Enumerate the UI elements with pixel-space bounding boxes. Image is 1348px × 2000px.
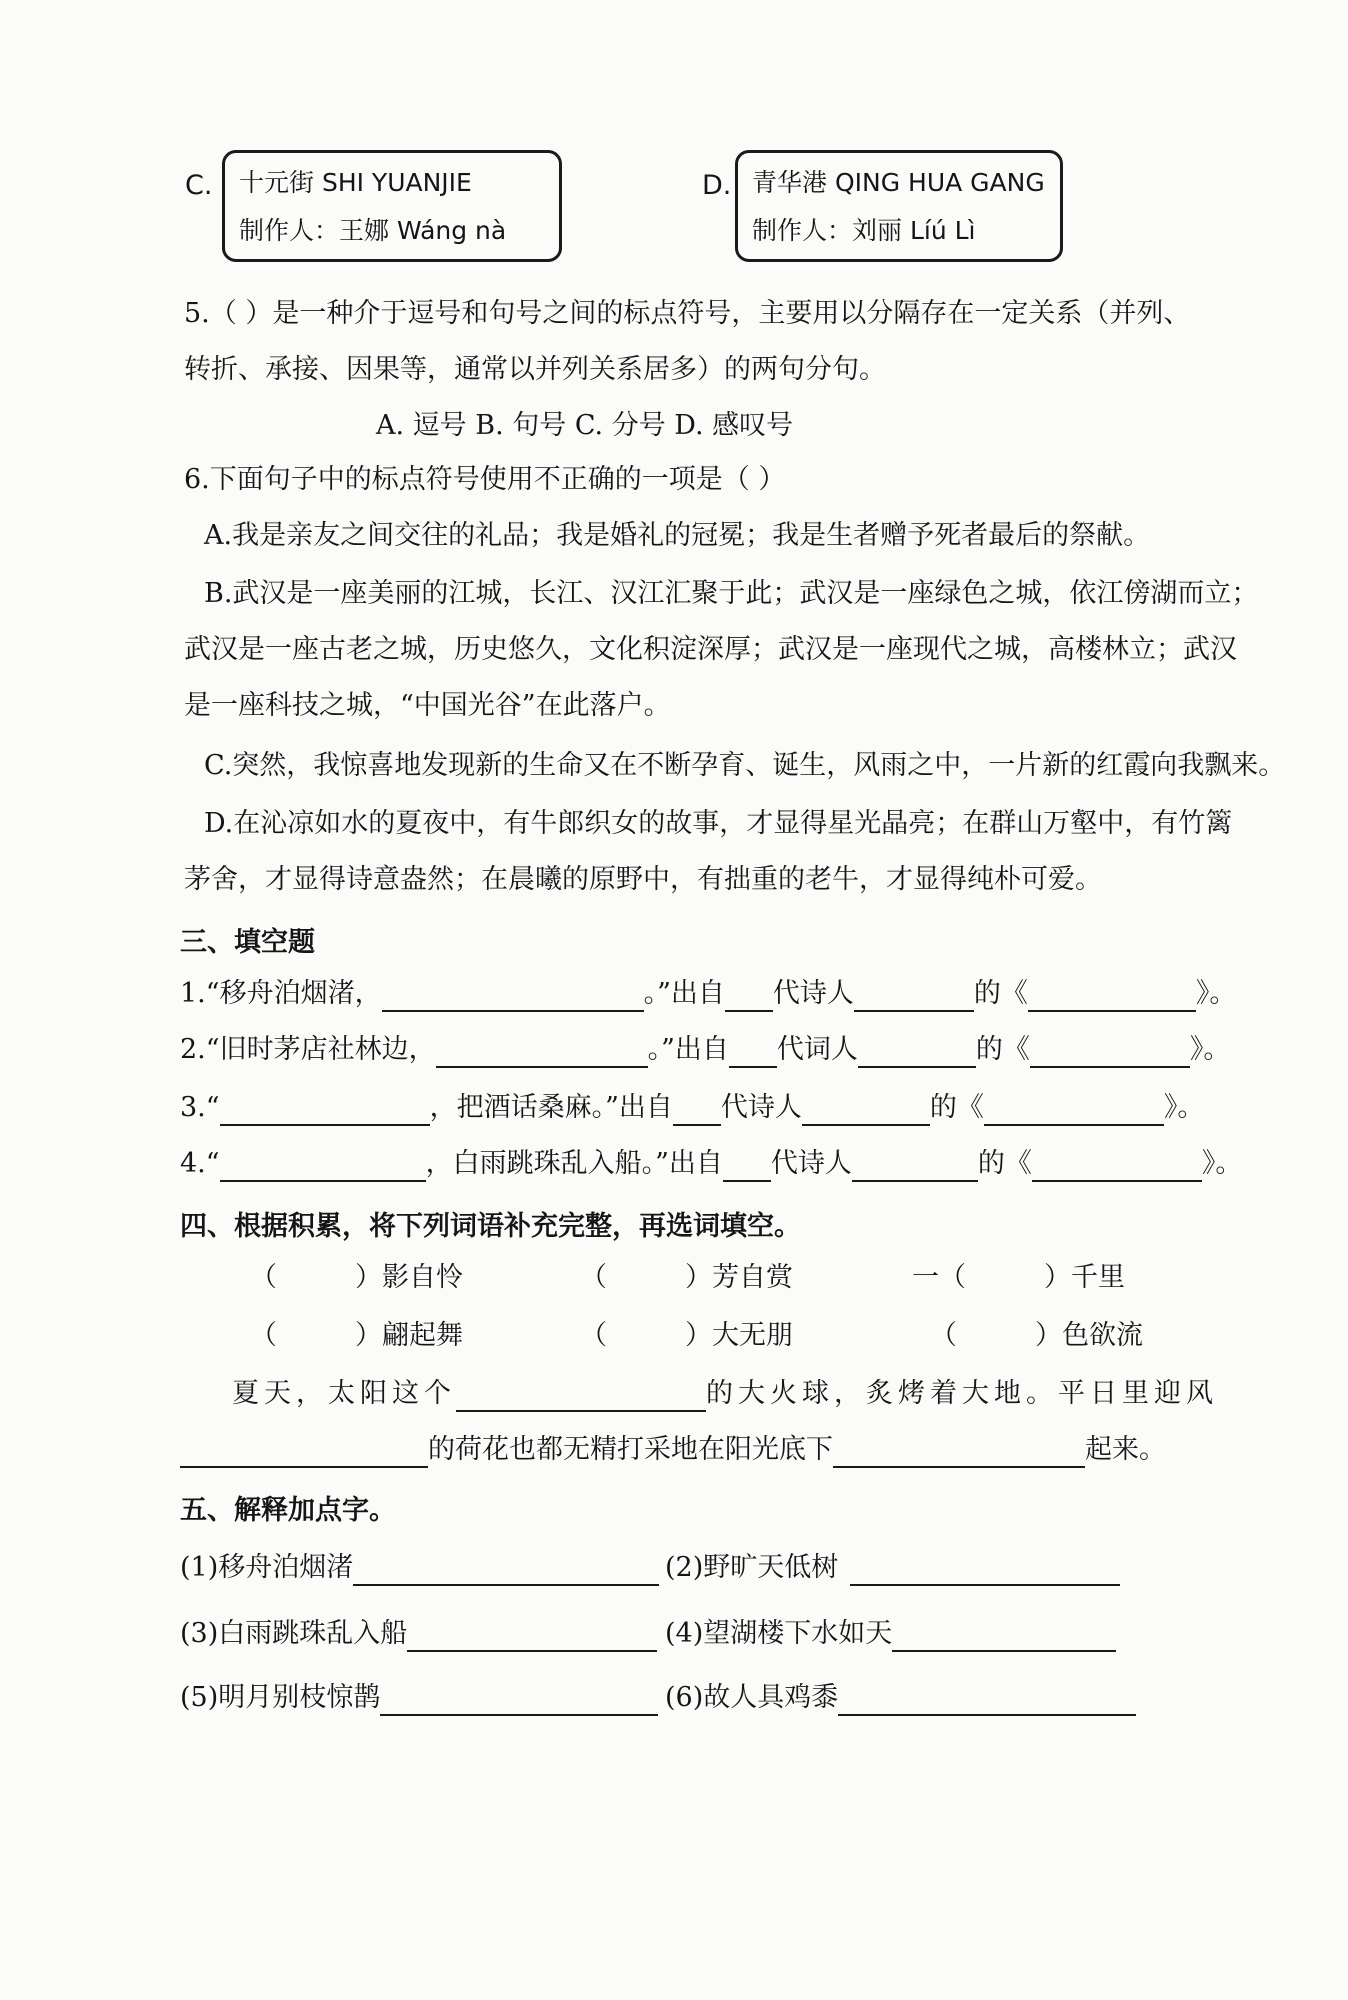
fill-2-mid3: 的《 [975, 1034, 1030, 1065]
fill-line-4 [180, 1146, 1242, 1182]
option-d-label: D. [702, 170, 732, 201]
fill-4-mid3: 的《 [977, 1148, 1032, 1179]
blank-4d[interactable] [1032, 1150, 1202, 1182]
para-blank-3[interactable] [833, 1436, 1085, 1468]
explain-3-text: (3)白雨跳珠乱入船 [180, 1618, 408, 1649]
word-4-text: ）翩起舞 [355, 1320, 463, 1351]
q6-option-d-line1: D.在沁凉如水的夏夜中，有牛郎织女的故事，才显得星光晶亮；在群山万壑中，有竹篱 [204, 808, 1233, 839]
q6-option-a: A.我是亲友之间交往的礼品；我是婚礼的冠冕；我是生者赠予死者最后的祭献。 [204, 520, 1151, 551]
word-2-text: ）芳自赏 [685, 1262, 793, 1293]
fill-1-mid1: 。”出自 [643, 978, 725, 1009]
fill-line-2 [180, 1032, 1230, 1068]
blank-2a[interactable] [436, 1036, 648, 1068]
para-1a: 夏天，太阳这个 [232, 1378, 456, 1409]
blank-1d[interactable] [1028, 980, 1196, 1012]
word-5 [580, 1318, 793, 1354]
explain-item-6 [665, 1680, 1136, 1716]
explain-1-blank[interactable] [353, 1554, 659, 1586]
sign-c-line1: 十元街 SHI YUANJIE [239, 168, 472, 197]
section5-title: 五、解释加点字。 [180, 1495, 396, 1526]
fill-3-end: 》。 [1163, 1092, 1205, 1123]
fill-3-mid2: 代诗人 [720, 1092, 802, 1123]
blank-3d[interactable] [984, 1094, 1164, 1126]
q5-line1: 5.（ ）是一种介于逗号和句号之间的标点符号，主要用以分隔存在一定关系（并列、 [184, 298, 1191, 329]
sign-d [735, 150, 1063, 262]
q5-options: A. 逗号 B. 句号 C. 分号 D. 感叹号 [376, 410, 794, 441]
blank-2d[interactable] [1030, 1036, 1190, 1068]
fill-2-prefix: 2.“旧时茅店社林边， [180, 1034, 436, 1065]
word-1-text: ）影自怜 [355, 1262, 463, 1293]
q6-stem: 6.下面句子中的标点符号使用不正确的一项是（ ） [184, 464, 786, 495]
q5-line2: 转折、承接、因果等，通常以并列关系居多）的两句分句。 [184, 354, 886, 385]
blank-4c[interactable] [852, 1150, 978, 1182]
fill-1-prefix: 1.“移舟泊烟渚， [180, 978, 382, 1009]
sign-d-line2: 制作人：刘丽 Líú Lì [752, 216, 976, 245]
blank-1a[interactable] [382, 980, 644, 1012]
word-5-text: ）大无朋 [685, 1320, 793, 1351]
fill-line-1 [180, 976, 1236, 1012]
explain-5-blank[interactable] [380, 1684, 658, 1716]
explain-item-4 [665, 1616, 1116, 1652]
blank-2b[interactable] [729, 1036, 777, 1068]
fill-1-mid2: 代诗人 [772, 978, 854, 1009]
fill-2-end: 》。 [1189, 1034, 1231, 1065]
fill-3-mid3: 的《 [929, 1092, 984, 1123]
para-1b: 的大火球，炙烤着大地。平日里迎风 [706, 1378, 1218, 1409]
para-line-1 [232, 1376, 1218, 1412]
word-3-open: 一（ [912, 1262, 966, 1293]
fill-4-prefix: 4.“ [180, 1148, 220, 1179]
blank-3c[interactable] [802, 1094, 930, 1126]
word-2-open: （ [580, 1262, 607, 1293]
explain-item-2 [665, 1550, 1120, 1586]
q6-option-c: C.突然，我惊喜地发现新的生命又在不断孕育、诞生，风雨之中，一片新的红霞向我飘来。 [204, 750, 1286, 781]
word-4 [250, 1318, 463, 1354]
fill-2-mid2: 代词人 [776, 1034, 858, 1065]
fill-3-mid1: ，把酒话桑麻。”出自 [429, 1092, 673, 1123]
blank-4b[interactable] [723, 1150, 771, 1182]
word-3 [912, 1260, 1125, 1296]
fill-4-mid1: ，白雨跳珠乱入船。”出自 [425, 1148, 723, 1179]
word-4-open: （ [250, 1320, 277, 1351]
para-2a: 的荷花也都无精打采地在阳光底下 [428, 1434, 833, 1465]
blank-3b[interactable] [673, 1094, 721, 1126]
fill-3-prefix: 3.“ [180, 1092, 220, 1123]
fill-1-end: 》。 [1195, 978, 1237, 1009]
option-c-label: C. [185, 170, 213, 201]
explain-2-blank[interactable] [850, 1554, 1120, 1586]
word-2 [580, 1260, 793, 1296]
explain-5-text: (5)明月别枝惊鹊 [180, 1682, 381, 1713]
fill-1-mid3: 的《 [973, 978, 1028, 1009]
fill-4-mid2: 代诗人 [770, 1148, 852, 1179]
blank-2c[interactable] [858, 1036, 976, 1068]
explain-item-1 [180, 1550, 659, 1586]
fill-line-3 [180, 1090, 1204, 1126]
para-blank-2[interactable] [180, 1436, 428, 1468]
explain-2-text: (2)野旷天低树 [665, 1552, 839, 1583]
blank-1b[interactable] [725, 980, 773, 1012]
explain-4-text: (4)望湖楼下水如天 [665, 1618, 893, 1649]
sign-d-line1: 青华港 QING HUA GANG [752, 168, 1045, 197]
explain-item-5 [180, 1680, 658, 1716]
explain-3-blank[interactable] [407, 1620, 657, 1652]
q6-option-b-line3: 是一座科技之城，“中国光谷”在此落户。 [184, 690, 671, 721]
word-5-open: （ [580, 1320, 607, 1351]
explain-6-blank[interactable] [838, 1684, 1136, 1716]
q6-option-b-line1: B.武汉是一座美丽的江城，长江、汉江汇聚于此；武汉是一座绿色之城，依江傍湖而立； [204, 578, 1259, 609]
explain-1-text: (1)移舟泊烟渚 [180, 1552, 354, 1583]
sign-c [222, 150, 562, 262]
q6-option-d-line2: 茅舍，才显得诗意盎然；在晨曦的原野中，有拙重的老牛，才显得纯朴可爱。 [184, 864, 1102, 895]
explain-item-3 [180, 1616, 657, 1652]
word-1-open: （ [250, 1262, 277, 1293]
word-3-text: ）千里 [1044, 1262, 1125, 1293]
section3-title: 三、填空题 [180, 927, 315, 958]
explain-6-text: (6)故人具鸡黍 [665, 1682, 839, 1713]
fill-4-end: 》。 [1201, 1148, 1243, 1179]
word-6-text: ）色欲流 [1035, 1320, 1143, 1351]
blank-3a[interactable] [220, 1094, 430, 1126]
para-line-2 [180, 1432, 1166, 1468]
word-6-open: （ [930, 1320, 957, 1351]
fill-2-mid1: 。”出自 [647, 1034, 729, 1065]
para-blank-1[interactable] [456, 1380, 706, 1412]
para-2b: 起来。 [1085, 1434, 1166, 1465]
q6-option-b-line2: 武汉是一座古老之城，历史悠久，文化积淀深厚；武汉是一座现代之城，高楼林立；武汉 [184, 634, 1237, 665]
explain-4-blank[interactable] [892, 1620, 1116, 1652]
section4-title: 四、根据积累，将下列词语补充完整，再选词填空。 [180, 1211, 801, 1242]
word-6 [930, 1318, 1143, 1354]
word-1 [250, 1260, 463, 1296]
sign-c-line2: 制作人：王娜 Wáng nà [239, 216, 507, 245]
blank-1c[interactable] [854, 980, 974, 1012]
blank-4a[interactable] [220, 1150, 426, 1182]
